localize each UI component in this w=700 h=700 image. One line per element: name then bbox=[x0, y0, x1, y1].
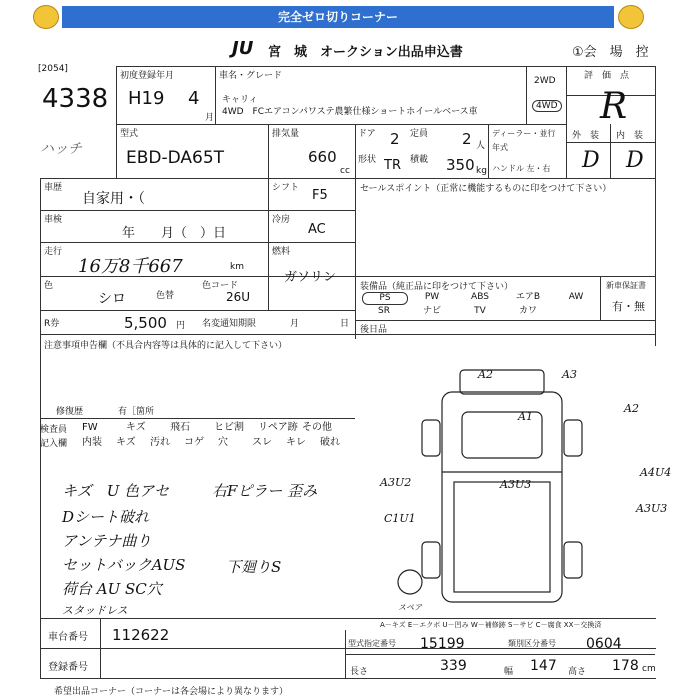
inspector-label: 検査員 bbox=[40, 425, 68, 435]
remarks-label: 記入欄 bbox=[40, 439, 68, 449]
handwritten-note: キズ U 色アセ bbox=[62, 482, 169, 500]
nc-month: 月 bbox=[290, 319, 300, 329]
capacity-value: 2 bbox=[462, 130, 472, 148]
load-unit: kg bbox=[476, 166, 487, 176]
partial-text: ハッチ bbox=[40, 141, 82, 157]
damage-mark: A2 bbox=[478, 368, 493, 381]
equipment-item: SR bbox=[378, 306, 390, 316]
seats-unit: 人 bbox=[476, 141, 486, 151]
damage-mark: A4U4 bbox=[640, 466, 672, 479]
recycle-label: R券 bbox=[44, 319, 60, 329]
score-label: 評 価 点 bbox=[584, 71, 630, 81]
check-repa: リペア跡 bbox=[258, 422, 298, 433]
drive-2wd: 2WD bbox=[534, 76, 556, 86]
mascot-right-icon bbox=[618, 5, 644, 29]
first-reg-era: H19 bbox=[128, 88, 165, 109]
first-reg-month: 4 bbox=[188, 88, 200, 109]
damage-mark: A3U3 bbox=[500, 478, 532, 491]
check-yogore: 汚れ bbox=[150, 437, 170, 448]
height-label: 高さ bbox=[568, 667, 587, 677]
handwritten-note: 下廻りS bbox=[226, 558, 282, 576]
new-cert-value: 有・無 bbox=[612, 300, 645, 313]
inspection-label: 車検 bbox=[44, 215, 63, 225]
width-label: 幅 bbox=[504, 667, 514, 677]
reg-num-label: 登録番号 bbox=[48, 662, 88, 673]
load-label: 積載 bbox=[410, 155, 429, 165]
model-cat-value: 15199 bbox=[420, 636, 465, 652]
check-sure: スレ bbox=[252, 437, 272, 448]
equipment-item: TV bbox=[474, 306, 486, 316]
mileage-value: 16万8千667 bbox=[78, 256, 183, 277]
cat-num-label: 類別区分番号 bbox=[508, 639, 556, 648]
repair-label: 修復歴 bbox=[56, 407, 84, 417]
yen-unit: 円 bbox=[176, 321, 186, 331]
mileage-label: 走行 bbox=[44, 247, 63, 257]
damage-mark: A1 bbox=[518, 410, 533, 423]
check-kizu2: キズ bbox=[116, 437, 136, 448]
sales-point-label: セールスポイント（正常に機能するものに印をつけて下さい） bbox=[360, 184, 612, 194]
inspection-value: 年 月（ ）日 bbox=[122, 226, 227, 241]
damage-legend: A－キズ E－エクボ U－凹み W－補修跡 S－サビ C－腐食 XX－交換済 bbox=[380, 621, 602, 629]
displacement-label: 排気量 bbox=[272, 129, 300, 139]
equipment-item: エアB bbox=[515, 292, 541, 302]
model-cat-label: 型式指定番号 bbox=[348, 639, 396, 648]
recycle-value: 5,500 bbox=[124, 314, 167, 332]
grade-label: キャリィ bbox=[222, 95, 258, 105]
repair-value: 有［箇所 bbox=[118, 407, 155, 417]
damage-mark: A3U3 bbox=[636, 502, 668, 515]
form-title: 宮 城 オークション出品申込書 bbox=[268, 45, 463, 60]
entry-code: [2054] bbox=[38, 64, 68, 74]
handwritten-note: セットバックAUS bbox=[62, 556, 186, 574]
interior-label: 内 装 bbox=[616, 131, 644, 141]
shift-label: シフト bbox=[272, 183, 300, 193]
check-other: その他 bbox=[302, 422, 332, 433]
usage-label: 車歴 bbox=[44, 183, 63, 193]
aircon-value: AC bbox=[308, 222, 326, 237]
doors-label: ドア bbox=[358, 129, 376, 139]
fuel-label: 燃料 bbox=[272, 247, 291, 257]
equipment-item: PS bbox=[362, 292, 408, 305]
km-unit: km bbox=[230, 262, 244, 272]
first-reg-label: 初度登録年月 bbox=[120, 71, 175, 81]
chassis-value: 112622 bbox=[112, 626, 170, 644]
damage-mark: スペア bbox=[398, 603, 422, 612]
type-label: 型式 bbox=[120, 129, 139, 139]
length-value: 339 bbox=[440, 658, 467, 674]
check-kire: キレ bbox=[286, 437, 306, 448]
mascot-left-icon bbox=[33, 5, 59, 29]
check-kizu: キズ bbox=[126, 422, 146, 433]
check-nai: 内装 bbox=[82, 437, 102, 448]
type-value: EBD-DA65T bbox=[126, 148, 225, 168]
shape-value: TR bbox=[384, 158, 401, 173]
equipment-item: AW bbox=[568, 292, 584, 302]
exterior-grade: D bbox=[582, 148, 600, 173]
check-hason: 破れ bbox=[320, 437, 340, 448]
equipment-label: 装備品（純正品に印をつけて下さい） bbox=[360, 282, 514, 292]
month-unit: 月 bbox=[205, 113, 215, 123]
equipment-item: PW bbox=[424, 292, 440, 302]
color-value: シロ bbox=[98, 291, 126, 307]
grade-value: 4WD FCエアコンパワステ農繁仕様ショートホイールベース車 bbox=[222, 107, 478, 117]
equipment-item: カワ bbox=[518, 306, 537, 316]
handwritten-note: 荷台 AU SC穴 bbox=[62, 580, 162, 598]
lot-number: 4338 bbox=[42, 84, 109, 114]
capacity-label: 定員 bbox=[410, 129, 429, 139]
check-fw: FW bbox=[82, 422, 98, 433]
damage-mark: A2 bbox=[624, 402, 639, 415]
check-ana: 穴 bbox=[218, 437, 228, 448]
drive-4wd: 4WD bbox=[532, 100, 562, 112]
handwritten-note: スタッドレス bbox=[62, 604, 128, 617]
handwritten-note: Dシート破れ bbox=[62, 508, 150, 526]
score-value: R bbox=[600, 86, 628, 127]
venue-copy: ①会 場 控 bbox=[572, 45, 649, 60]
check-hekomi: 飛石 bbox=[170, 422, 190, 433]
color-code-value: 26U bbox=[226, 290, 251, 304]
company-logo: JU bbox=[232, 38, 254, 59]
check-koge: コゲ bbox=[184, 437, 204, 448]
cc-unit: cc bbox=[340, 166, 350, 176]
cm-unit: cm bbox=[642, 664, 656, 674]
handle-label: ハンドル 左・右 bbox=[492, 164, 551, 173]
check-hibi: ヒビ割 bbox=[214, 422, 244, 433]
model-name-label: 車名・グレード bbox=[219, 71, 283, 81]
load-value: 350 bbox=[446, 156, 475, 174]
dealer-label: ディーラー・並行 bbox=[492, 129, 556, 138]
color-label: 色 bbox=[44, 281, 54, 291]
nc-day: 日 bbox=[340, 319, 350, 329]
hope-label: 希望出品コーナー（コーナーは各会場により異なります） bbox=[54, 687, 289, 697]
usage-value: 自家用・（ bbox=[82, 191, 145, 207]
new-cert-label: 新車保証書 bbox=[606, 281, 646, 290]
shift-value: F5 bbox=[312, 188, 328, 203]
handwritten-note: 右Fピラー 歪み bbox=[212, 482, 318, 500]
exterior-label: 外 装 bbox=[572, 131, 600, 141]
equipment-item: ABS bbox=[471, 292, 489, 302]
notes-label: 注意事項申告欄（不具合内容等は具体的に記入して下さい） bbox=[44, 341, 288, 351]
aircon-label: 冷房 bbox=[272, 215, 291, 225]
height-value: 178 bbox=[612, 658, 639, 674]
name-change-label: 名変通知期限 bbox=[202, 319, 257, 329]
bakkigu-label: 後日品 bbox=[360, 325, 388, 335]
interior-grade: D bbox=[626, 148, 644, 173]
displacement-value: 660 bbox=[308, 148, 337, 166]
damage-mark: A3 bbox=[562, 368, 577, 381]
handwritten-note: アンテナ曲り bbox=[62, 532, 152, 550]
chassis-label: 車台番号 bbox=[48, 632, 88, 643]
doors-value: 2 bbox=[390, 130, 400, 148]
shape-label: 形状 bbox=[358, 155, 377, 165]
color-code-label: 色コード bbox=[202, 281, 239, 291]
damage-mark: C1U1 bbox=[384, 512, 416, 525]
cat-num-value: 0604 bbox=[586, 636, 622, 652]
damage-mark: A3U2 bbox=[380, 476, 412, 489]
fuel-value: ガソリン bbox=[284, 270, 337, 285]
model-year-label: 年式 bbox=[492, 143, 508, 152]
banner-title: 完全ゼロ切りコーナー bbox=[62, 6, 614, 28]
width-value: 147 bbox=[530, 658, 557, 674]
length-label: 長さ bbox=[350, 667, 369, 677]
color-change-label: 色替 bbox=[156, 291, 175, 301]
equipment-item: ナビ bbox=[422, 306, 441, 316]
